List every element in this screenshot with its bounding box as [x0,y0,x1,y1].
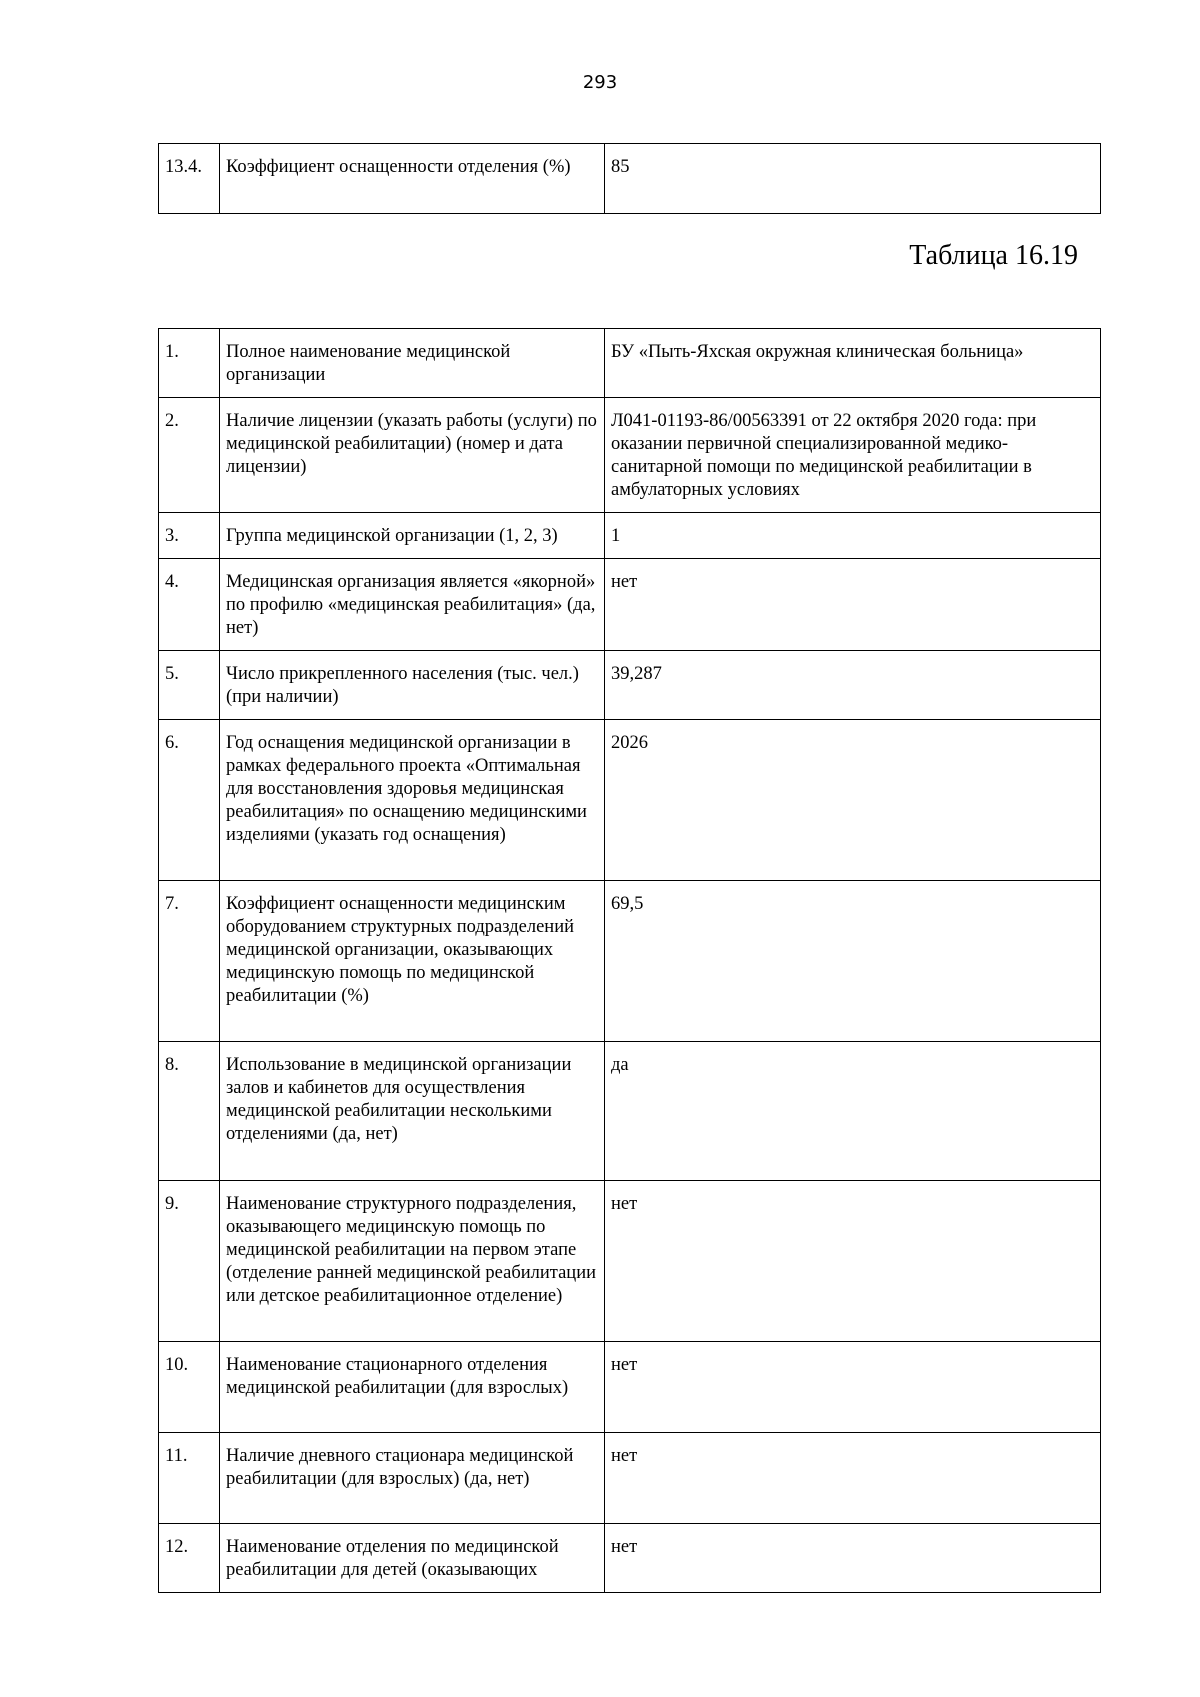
row-value: нет [605,559,1101,651]
data-table [158,328,1101,1593]
table-row [159,398,1101,513]
table-row [159,513,1101,559]
row-value: да [605,1042,1101,1181]
row-number: 3. [159,513,220,559]
table-row [159,1342,1101,1433]
row-number: 2. [159,398,220,513]
row-label: Медицинская организация является «якорной» по профилю «медицинская реабилитация» (да, нет) [220,559,605,651]
table-row [159,559,1101,651]
table-row [159,1181,1101,1342]
table-row [159,1433,1101,1524]
row-number: 10. [159,1342,220,1433]
row-label: Группа медицинской организации (1, 2, 3) [220,513,605,559]
page-number: 293 [582,72,618,93]
row-value: нет [605,1433,1101,1524]
row-number: 7. [159,881,220,1042]
row-number: 11. [159,1433,220,1524]
table-row [159,881,1101,1042]
row-value: 1 [605,513,1101,559]
row-label: Использование в медицинской организации залов и кабинетов для осуществления медицинской реабилитации несколькими отделениями (да, нет) [220,1042,605,1181]
table-row [159,144,1101,214]
row-label: Год оснащения медицинской организации в рамках федерального проекта «Оптимальная для восстановления здоровья медицинская реабилитация» по оснащению медицинскими изделиями (указать год оснащения) [220,720,605,881]
row-value: 39,287 [605,651,1101,720]
row-label: Число прикрепленного населения (тыс. чел.) (при наличии) [220,651,605,720]
row-value: Л041-01193-86/00563391 от 22 октября 2020 года: при оказании первичной специализированной медико-санитарной помощи по медицинской реабилитации в амбулаторных условиях [605,398,1101,513]
table-row [159,720,1101,881]
row-number: 8. [159,1042,220,1181]
row-number: 6. [159,720,220,881]
row-value: БУ «Пыть-Яхская окружная клиническая больница» [605,329,1101,398]
row-value: нет [605,1342,1101,1433]
table-row [159,651,1101,720]
row-number: 1. [159,329,220,398]
row-label: Наименование отделения по медицинской реабилитации для детей (оказывающих [220,1524,605,1593]
row-number: 9. [159,1181,220,1342]
row-label: Наличие дневного стационара медицинской реабилитации (для взрослых) (да, нет) [220,1433,605,1524]
row-number: 4. [159,559,220,651]
row-label: Наличие лицензии (указать работы (услуги) по медицинской реабилитации) (номер и дата лицензии) [220,398,605,513]
row-number: 12. [159,1524,220,1593]
row-label: Наименование стационарного отделения медицинской реабилитации (для взрослых) [220,1342,605,1433]
row-label: Коэффициент оснащенности отделения (%) [220,144,605,214]
row-number: 13.4. [159,144,220,214]
row-label: Коэффициент оснащенности медицинским оборудованием структурных подразделений медицинской организации, оказывающих медицинскую помощь по медицинской реабилитации (%) [220,881,605,1042]
row-label: Наименование структурного подразделения, оказывающего медицинскую помощь по медицинской реабилитации на первом этапе (отделение ранней медицинской реабилитации или детское реабилитационное отделение) [220,1181,605,1342]
row-value: нет [605,1524,1101,1593]
table-title: Таблица 16.19 [909,240,1078,271]
row-number: 5. [159,651,220,720]
row-label: Полное наименование медицинской организации [220,329,605,398]
row-value: 85 [605,144,1101,214]
table-row [159,1042,1101,1181]
row-value: 2026 [605,720,1101,881]
table-row [159,1524,1101,1593]
table-row [159,329,1101,398]
row-value: 69,5 [605,881,1101,1042]
continued-table [158,143,1101,214]
row-value: нет [605,1181,1101,1342]
